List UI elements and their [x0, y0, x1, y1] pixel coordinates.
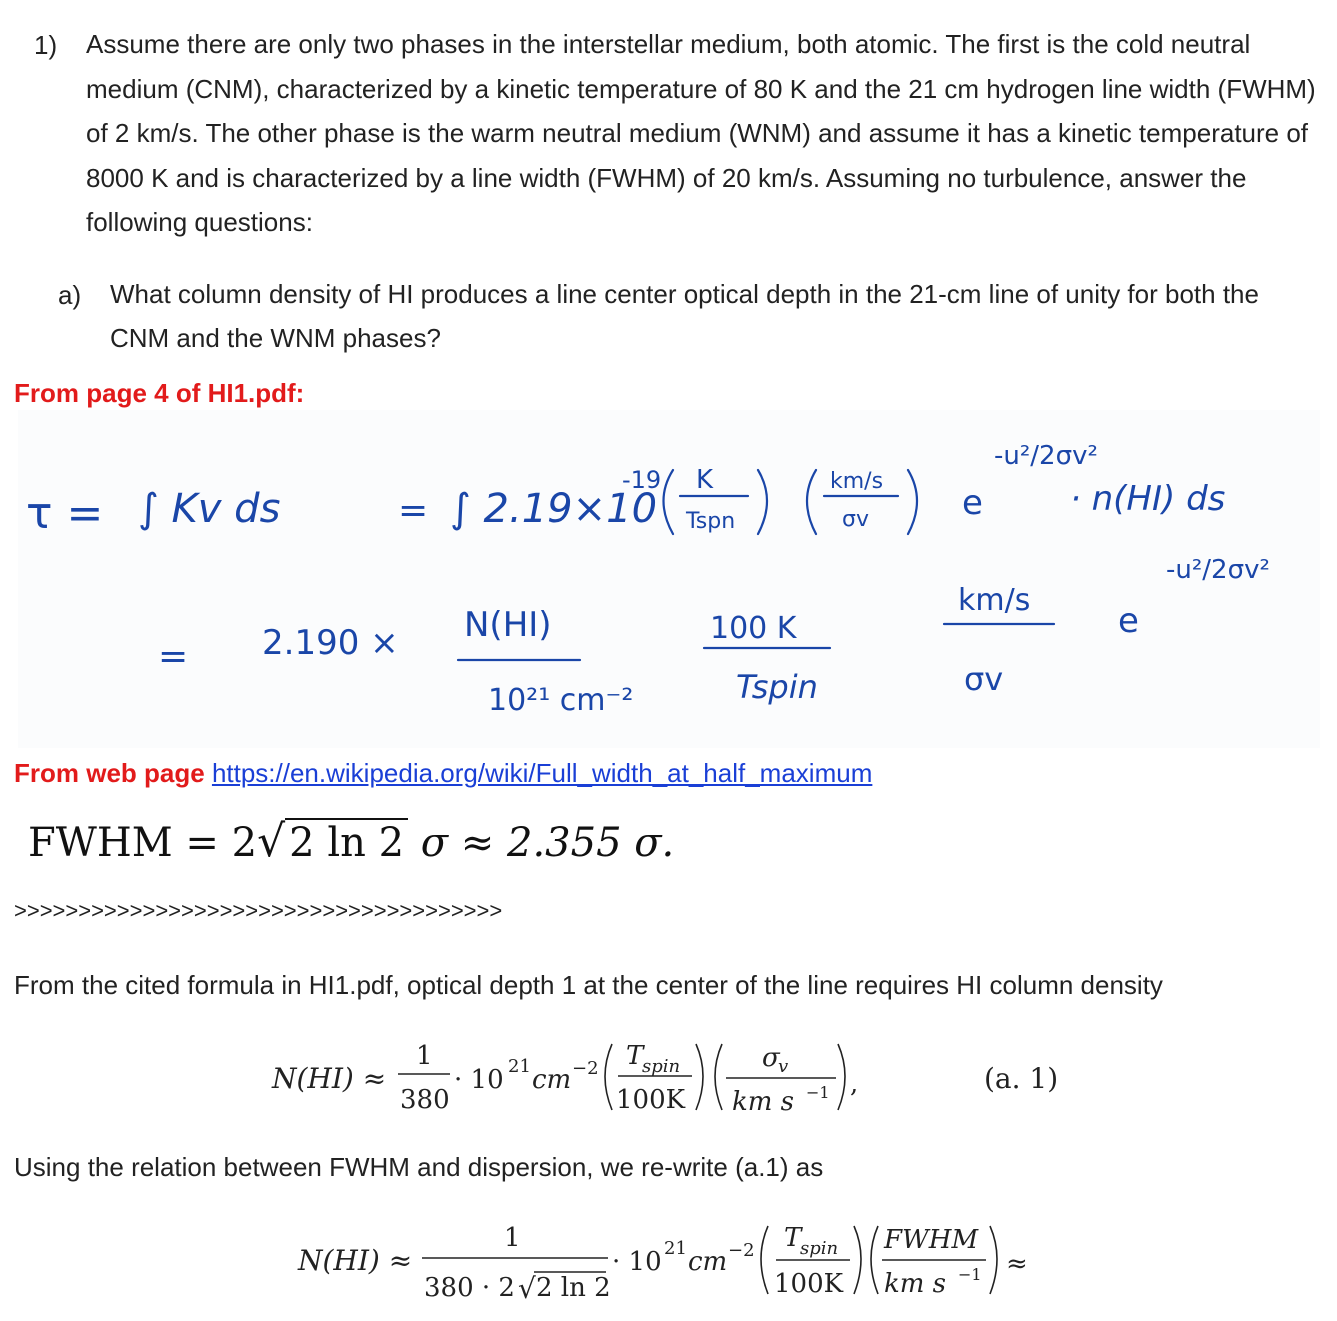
hw-paren-r1 [758, 470, 767, 534]
hw-cm: 10²¹ cm⁻² [488, 683, 634, 718]
eq2-den-rad: 2 ln 2 [536, 1273, 611, 1303]
eq2-tspin-sub: spin [800, 1238, 839, 1259]
eq2-kms: km s [884, 1269, 947, 1299]
hw-integral-coef: ∫ 2.19×10 [450, 486, 658, 532]
eq1-tspin: T [626, 1041, 644, 1071]
equation-a2 [290, 1212, 1050, 1312]
hw-sigv: σv [842, 507, 869, 532]
source-label-pdf: From page 4 of HI1.pdf: [14, 378, 305, 408]
hw-exp1: -u²/2σv² [994, 441, 1098, 471]
eq1-paren-l1 [605, 1044, 612, 1110]
eq1-lhs: N(HI) ≈ [272, 1062, 387, 1095]
eq2-paren-l2 [871, 1226, 878, 1294]
eq1-label: (a. 1) [984, 1062, 1059, 1095]
eq2-exp-neg1: −1 [958, 1265, 982, 1284]
fwhm-lhs: FWHM = 2 [28, 820, 258, 866]
eq1-paren-l2 [715, 1044, 722, 1110]
hw-e1: e [962, 483, 983, 523]
eq2-num: 1 [504, 1223, 521, 1253]
hw-paren-l2 [807, 470, 816, 534]
hw-exp2: -u²/2σv² [1166, 555, 1270, 585]
eq1-tspin-sub: spin [642, 1056, 681, 1077]
hw-exp-19: -19 [622, 466, 662, 494]
hw-equals-1: = [398, 490, 429, 531]
problem-number: 1) [34, 30, 58, 60]
eq2-den-sqrt: √ [518, 1272, 536, 1305]
hw-paren-l1 [664, 470, 674, 534]
eq2-paren-r1 [854, 1226, 861, 1294]
eq1-exp-neg1: −1 [806, 1083, 830, 1102]
hw-equals-2: = [158, 636, 189, 677]
eq2-fwhm: FWHM [884, 1225, 979, 1255]
eq1-sigma: σ [762, 1043, 780, 1073]
separator-arrows: >>>>>>>>>>>>>>>>>>>>>>>>>>>>>>>>>>>>>> [14, 898, 503, 923]
handwritten-formula-image [18, 410, 1320, 748]
subquestion-text: What column density of HI produces a line center optical depth in the 21-cm line of unity for both the CNM and the WNM phases? [110, 279, 1259, 353]
eq1-paren-r2 [838, 1044, 845, 1110]
hw-kms: km/s [830, 469, 884, 494]
eq2-lhs: N(HI) ≈ [298, 1244, 413, 1277]
hw-K: K [696, 465, 714, 495]
hw-Tspn: Tspn [686, 509, 736, 534]
equation-a1 [260, 1030, 1080, 1120]
source-web-prefix: From web page [14, 758, 205, 788]
eq1-exp21: 21 [508, 1056, 531, 1077]
problem-text: Assume there are only two phases in the interstellar medium, both atomic. The first is the cold neutral medium (CNM), characterized by a kinetic temperature of 80 K and the 21 cm hydrogen line width (FWHM) of 2 km/s. The other phase is the warm neutral medium (WNM) and assume it has a kinetic temperature of 8000 K and is characterized by a line width (FWHM) of 20 km/s. Assuming no turbulence, answer the following questions: [86, 29, 1316, 237]
eq2-exp-neg2: −2 [728, 1240, 755, 1261]
eq2-exp21: 21 [664, 1238, 687, 1259]
eq2-100K: 100K [774, 1269, 844, 1299]
hw-e2: e [1118, 601, 1139, 641]
eq2-paren-l1 [761, 1226, 768, 1294]
eq1-den: 380 [400, 1085, 450, 1115]
subquestion-label: a) [58, 280, 82, 310]
hw-paren-r2 [908, 470, 917, 534]
hw-tau: τ = [26, 488, 104, 539]
paragraph-cited-formula: From the cited formula in HI1.pdf, optical depth 1 at the center of the line requires HI column density [14, 970, 1163, 1000]
hw-nHI-ds: · n(HI) ds [1070, 479, 1226, 519]
sqrt-sign: √ [257, 816, 286, 867]
eq1-paren-r1 [696, 1044, 703, 1110]
hw-Tspin: Tspin [736, 668, 818, 706]
hw-NHI: N(HI) [464, 605, 552, 645]
paragraph-fwhm-relation: Using the relation between FWHM and dispersion, we re-write (a.1) as [14, 1152, 824, 1182]
eq1-exp-neg2: −2 [572, 1058, 599, 1079]
eq1-100K: 100K [616, 1085, 686, 1115]
eq1-num: 1 [416, 1041, 433, 1071]
hw-100K: 100 K [710, 611, 797, 646]
hw-kms-2: km/s [958, 583, 1031, 618]
eq2-cm: cm [688, 1247, 728, 1277]
eq2-paren-r2 [990, 1226, 997, 1294]
wikipedia-link[interactable]: https://en.wikipedia.org/wiki/Full_width_at_half_maximum [211, 758, 873, 788]
fwhm-formula [28, 816, 674, 867]
source-label-web [14, 758, 872, 789]
fwhm-radicand: 2 ln 2 [285, 818, 408, 866]
eq1-comma: , [850, 1069, 859, 1099]
eq2-approx: ≈ [1006, 1249, 1028, 1279]
hw-integral-kv: ∫ Kv ds [138, 486, 281, 532]
eq1-cm: cm [532, 1065, 572, 1095]
eq2-tspin: T [784, 1223, 802, 1253]
fwhm-rhs: σ ≈ 2.355 σ. [420, 820, 675, 866]
eq1-mid: · 10 [454, 1065, 504, 1095]
hw-coef: 2.190 × [262, 623, 399, 663]
eq2-mid: · 10 [612, 1247, 662, 1277]
eq1-sigma-sub: v [778, 1056, 789, 1077]
eq1-kms: km s [732, 1087, 795, 1117]
hw-sigv-2: σv [964, 660, 1004, 698]
eq2-den-a: 380 · 2 [424, 1273, 515, 1303]
